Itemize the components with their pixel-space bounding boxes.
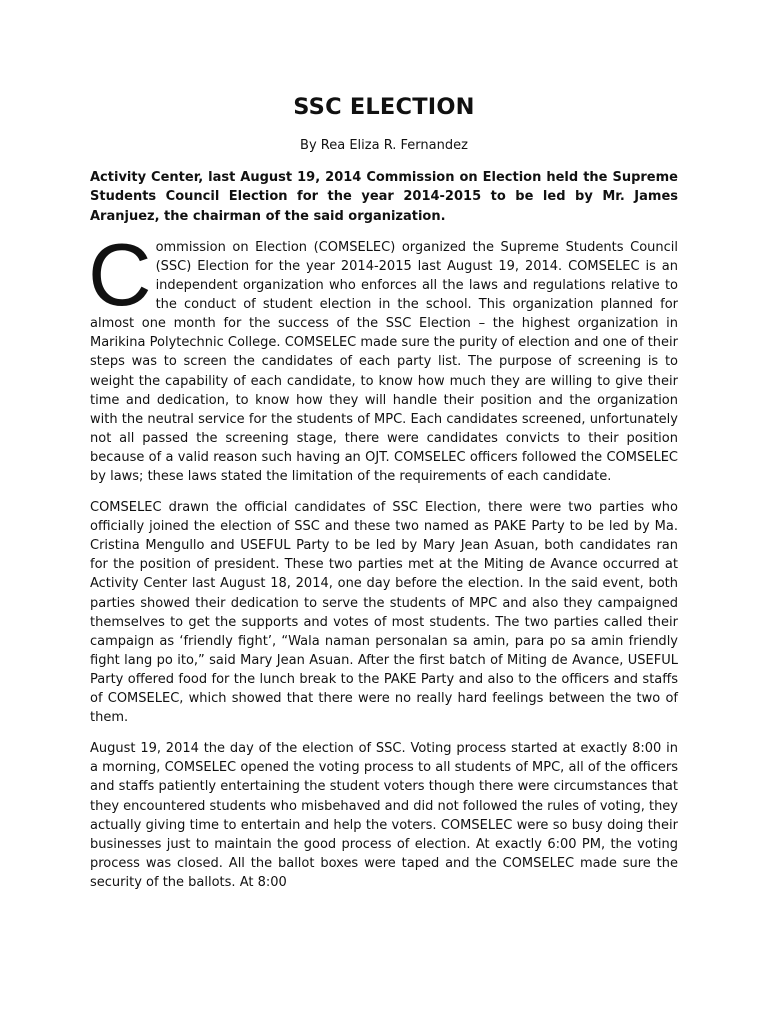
article-paragraph-2: COMSELEC drawn the official candidates of SSC Election, there were two parties who officially joined the election of SSC and these two named as PAKE Party to be led by Ma. Cristina Mengullo and USEFUL Party to be led by Mary Jean Asuan, both candidates ran for the position of president. These two parties met at the Miting de Avance occurred at Activity Center last August 18, 2014, one day before the election. In the said event, both parties showed their dedication to serve the students of MPC and also they campaigned themselves to get the supports and votes of most students. The two parties called their campaign as ‘friendly fight’, “Wala naman personalan sa amin, para po sa amin friendly fight lang po ito,” said Mary Jean Asuan. After the first batch of Miting de Avance, USEFUL Party offered food for the lunch break to the PAKE Party and also to the officers and staffs of COMSELEC, which showed that there were no really hard feelings between the two of them. [90,500,678,726]
paragraph-1-text: ommission on Election (COMSELEC) organized the Supreme Students Council (SSC) Election for the year 2014-2015 last August 19, 2014. COMSELEC is an independent organization who enforces all the laws and regulations relative to the conduct of student election in the school. This organization planned for almost one month for the success of the SSC Election – the highest organization in Marikina Polytechnic College. COMSELEC made sure the purity of election and one of their steps was to screen the candidates of each party list. The purpose of screening is to weight the capability of each candidate, to know how much they are willing to give their time and dedication, to know how they will handle their position and the organization with the neutral service for the students of MPC. Each candidates screened, unfortunately not all passed the screening stage, there were candidates convicts to their position because of a valid reason such having an OJT. COMSELEC officers followed the COMSELEC by laws; these laws stated the limitation of the requirements of each candidate. [90,239,678,485]
article-title: SSC ELECTION [293,94,475,120]
article-paragraph-3: August 19, 2014 the day of the election of SSC. Voting process started at exactly 8:00 in a morning, COMSELEC opened the voting process to all students of MPC, all of the officers and staffs patiently entertaining the student voters though there were circumstances that they encountered students who misbehaved and did not followed the rules of voting, they actually giving time to entertain and help the voters. COMSELEC were so busy doing their businesses just to maintain the good process of election. At exactly 6:00 PM, the voting process was closed. All the ballot boxes were taped and the COMSELEC made sure the security of the ballots. At 8:00 [90,741,679,890]
article-lead: Activity Center, last August 19, 2014 Commission on Election held the Supreme Students Council Election for the year 2014-2015 to be led by Mr. James Aranjuez, the chairman of the said organization. [90,170,678,224]
article-byline: By Rea Eliza R. Fernandez [300,138,468,153]
article-paragraph-1 [88,224,678,486]
drop-cap-letter: C [88,224,152,324]
document-page [90,0,678,892]
